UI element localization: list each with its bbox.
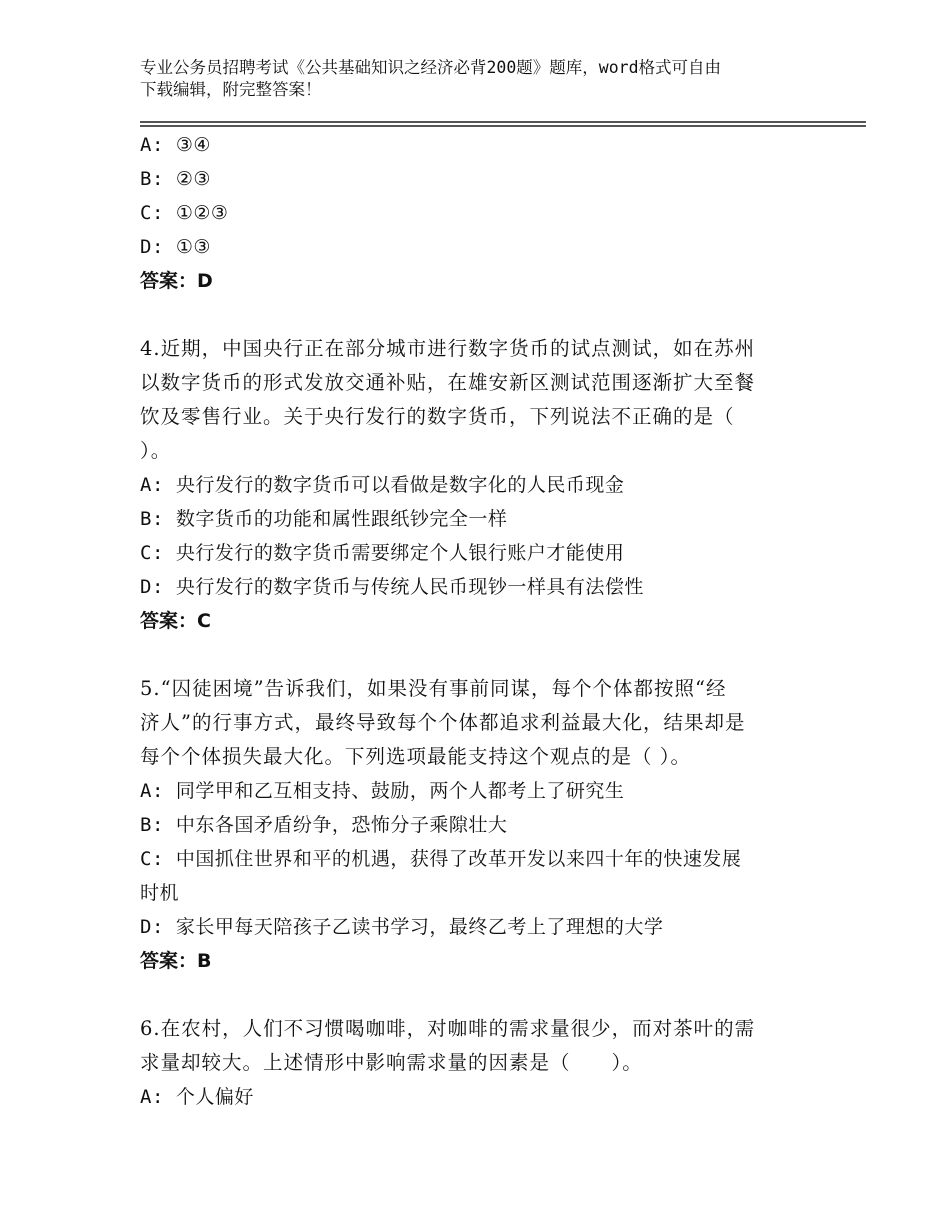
question-stem-line: 济人”的行事方式，最终导致每个个体都追求利益最大化，结果却是 [140, 711, 746, 734]
option-a: A: ③④ [140, 134, 211, 156]
option-b: B: 中东各国矛盾纷争，恐怖分子乘隙壮大 [140, 814, 508, 836]
option-d: D: ①③ [140, 236, 211, 258]
question-stem-line: ）。 [140, 439, 172, 462]
question-stem-line: 5.“囚徒困境”告诉我们，如果没有事前同谋，每个个体都按照“经 [140, 677, 727, 700]
option-c-continued: 时机 [140, 882, 180, 904]
question-stem-line: 6.在农村，人们不习惯喝咖啡，对咖啡的需求量很少，而对茶叶的需 [140, 1017, 756, 1040]
option-a: A: 同学甲和乙互相支持、鼓励，两个人都考上了研究生 [140, 780, 625, 802]
option-a: A: 央行发行的数字货币可以看做是数字化的人民币现金 [140, 474, 625, 496]
option-b: B: ②③ [140, 168, 211, 190]
option-c: C: 中国抓住世界和平的机遇，获得了改革开发以来四十年的快速发展 [140, 848, 742, 870]
answer-label: 答案：B [140, 950, 212, 972]
option-b: B: 数字货币的功能和属性跟纸钞完全一样 [140, 508, 508, 530]
question-6-block [140, 1012, 810, 1114]
option-a: A: 个人偏好 [140, 1086, 254, 1108]
option-c: C: 央行发行的数字货币需要绑定个人银行账户才能使用 [140, 542, 625, 564]
question-3-block [140, 128, 810, 298]
answer-label: 答案：D [140, 270, 213, 292]
question-stem-line: 求量却较大。上述情形中影响需求量的因素是（ ）。 [140, 1051, 643, 1074]
question-4-block [140, 332, 810, 638]
question-stem-line: 饮及零售行业。关于央行发行的数字货币，下列说法不正确的是（ [140, 405, 735, 428]
answer-label: 答案：C [140, 610, 211, 632]
header-line-1: 专业公务员招聘考试《公共基础知识之经济必背200题》题库，word格式可自由 [140, 58, 722, 77]
option-d: D: 家长甲每天陪孩子乙读书学习，最终乙考上了理想的大学 [140, 916, 664, 938]
question-stem-line: 每个个体损失最大化。下列选项最能支持这个观点的是（ ）。 [140, 745, 691, 768]
header-line-2: 下载编辑，附完整答案！ [140, 80, 322, 99]
document-body [140, 128, 810, 1114]
header-rule-top [140, 121, 866, 123]
option-c: C: ①②③ [140, 202, 229, 224]
question-stem-line: 以数字货币的形式发放交通补贴，在雄安新区测试范围逐渐扩大至餐 [140, 371, 756, 394]
option-d: D: 央行发行的数字货币与传统人民币现钞一样具有法偿性 [140, 576, 644, 598]
question-stem-line: 4.近期，中国央行正在部分城市进行数字货币的试点测试，如在苏州 [140, 337, 756, 360]
question-5-block [140, 672, 810, 978]
header-rule-bottom [140, 125, 866, 127]
document-header [140, 57, 820, 101]
